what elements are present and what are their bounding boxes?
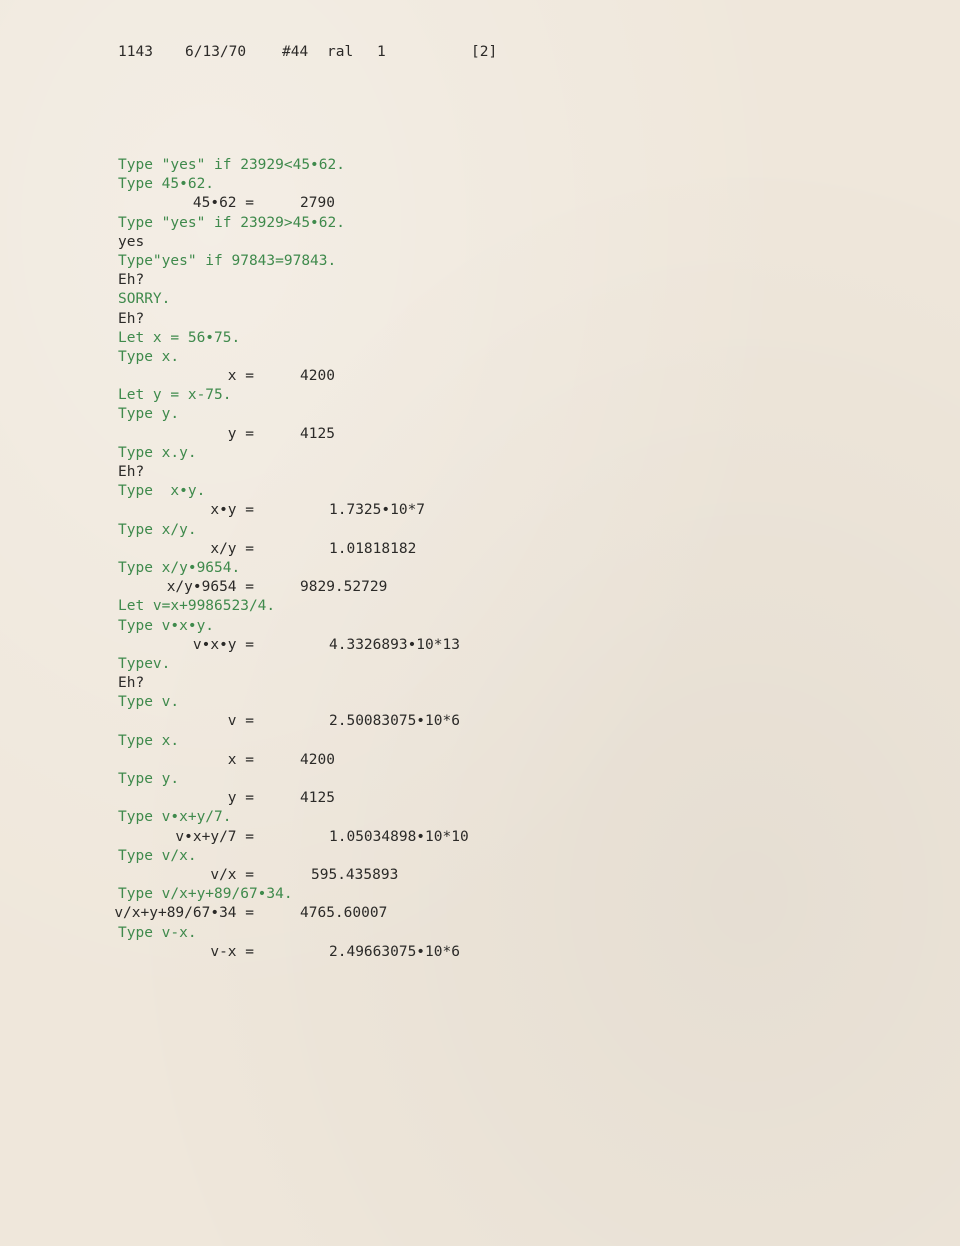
- result-line: [0, 712, 960, 731]
- result-value: 4200: [300, 751, 335, 768]
- user-input-line: [0, 808, 960, 827]
- result-value: 9829.52729: [300, 579, 388, 596]
- result-expression: x =: [227, 368, 254, 385]
- result-value: 4125: [300, 790, 335, 807]
- user-input-line: [0, 559, 960, 578]
- input-text: Type"yes" if 97843=97843.: [118, 252, 337, 269]
- header-page-number: [2]: [471, 44, 498, 60]
- result-line: [0, 501, 960, 520]
- session-transcript: [0, 156, 960, 962]
- result-expression: y =: [227, 790, 254, 807]
- user-input-line: [0, 214, 960, 233]
- user-input-line: [0, 924, 960, 943]
- result-expression: x/y =: [210, 540, 254, 557]
- user-input-line: [0, 655, 960, 674]
- input-text: Type v-x.: [118, 924, 197, 941]
- computer-response-line: [0, 233, 960, 252]
- result-value: 2.50083075•10*6: [329, 713, 460, 730]
- result-expression: v-x =: [210, 943, 254, 960]
- input-text: Type x/y.: [118, 521, 197, 538]
- input-text: Type "yes" if 23929<45•62.: [118, 157, 345, 173]
- response-text: Eh?: [118, 310, 145, 327]
- user-input-line: [0, 732, 960, 751]
- result-value: 2.49663075•10*6: [329, 943, 460, 960]
- response-text: Eh?: [118, 464, 145, 480]
- result-value: 1.01818182: [329, 540, 417, 557]
- result-line: [0, 194, 960, 213]
- result-expression: v•x+y/7 =: [175, 828, 254, 845]
- result-line: [0, 578, 960, 597]
- result-value: 4765.60007: [300, 905, 388, 922]
- result-expression: v/x =: [210, 866, 254, 883]
- result-expression: v =: [227, 713, 254, 730]
- user-input-line: [0, 617, 960, 636]
- result-expression: y =: [227, 425, 254, 442]
- user-input-line: [0, 405, 960, 424]
- response-text: Eh?: [118, 272, 145, 289]
- header-job-number: 1143: [118, 44, 153, 60]
- response-text: yes: [118, 233, 145, 250]
- header-number: 1: [377, 44, 386, 60]
- result-line: [0, 751, 960, 770]
- result-expression: x•y =: [210, 502, 254, 519]
- input-text: Type x.: [118, 348, 180, 365]
- computer-response-line: [0, 674, 960, 693]
- input-text: Type 45•62.: [118, 176, 215, 193]
- user-input-line: [0, 386, 960, 405]
- result-expression: x/y•9654 =: [166, 579, 254, 596]
- user-input-line: [0, 329, 960, 348]
- user-input-line: [0, 597, 960, 616]
- input-text: Type v/x+y+89/67•34.: [118, 886, 293, 903]
- user-input-line: [0, 693, 960, 712]
- result-line: [0, 367, 960, 386]
- computer-response-line: [0, 271, 960, 290]
- result-value: 1.05034898•10*10: [329, 828, 469, 845]
- user-input-line: [0, 290, 960, 309]
- user-input-line: [0, 482, 960, 501]
- result-line: [0, 636, 960, 655]
- input-text: Type x/y•9654.: [118, 559, 241, 576]
- user-input-line: [0, 252, 960, 271]
- result-line: [0, 904, 960, 923]
- result-line: [0, 866, 960, 885]
- user-input-line: [0, 847, 960, 866]
- result-expression: 45•62 =: [192, 195, 254, 212]
- input-text: SORRY.: [118, 291, 171, 308]
- header-name: ral: [327, 44, 354, 60]
- user-input-line: [0, 175, 960, 194]
- input-text: Type x.: [118, 732, 180, 749]
- user-input-line: [0, 156, 960, 175]
- result-expression: x =: [227, 751, 254, 768]
- input-text: Type y.: [118, 771, 180, 787]
- user-input-line: [0, 521, 960, 540]
- result-line: [0, 943, 960, 962]
- result-line: [0, 828, 960, 847]
- input-text: Type v/x.: [118, 847, 197, 864]
- computer-response-line: [0, 310, 960, 329]
- input-text: Type y.: [118, 406, 180, 423]
- result-line: [0, 789, 960, 808]
- input-text: Type x•y.: [118, 483, 206, 500]
- input-text: Type v.: [118, 694, 180, 711]
- user-input-line: [0, 444, 960, 463]
- result-expression: v/x+y+89/67•34 =: [114, 905, 254, 922]
- user-input-line: [0, 885, 960, 904]
- response-text: Eh?: [118, 675, 145, 692]
- result-value: 2790: [300, 195, 335, 212]
- input-text: Let y = x-75.: [118, 387, 232, 404]
- input-text: Type "yes" if 23929>45•62.: [118, 214, 345, 231]
- result-line: [0, 425, 960, 444]
- result-expression: v•x•y =: [192, 636, 254, 653]
- input-text: Type v•x+y/7.: [118, 809, 232, 826]
- user-input-line: [0, 770, 960, 789]
- result-value: 595.435893: [311, 866, 399, 883]
- result-value: 4200: [300, 368, 335, 385]
- result-line: [0, 540, 960, 559]
- result-value: 1.7325•10*7: [329, 502, 426, 519]
- input-text: Let v=x+9986523/4.: [118, 598, 276, 615]
- result-value: 4125: [300, 425, 335, 442]
- header-date: 6/13/70: [185, 44, 247, 60]
- header-user: #44: [282, 44, 309, 60]
- input-text: Let x = 56•75.: [118, 329, 241, 346]
- input-text: Type v•x•y.: [118, 617, 215, 634]
- user-input-line: [0, 348, 960, 367]
- result-value: 4.3326893•10*13: [329, 636, 460, 653]
- input-text: Typev.: [118, 655, 171, 672]
- computer-response-line: [0, 463, 960, 482]
- input-text: Type x.y.: [118, 444, 197, 461]
